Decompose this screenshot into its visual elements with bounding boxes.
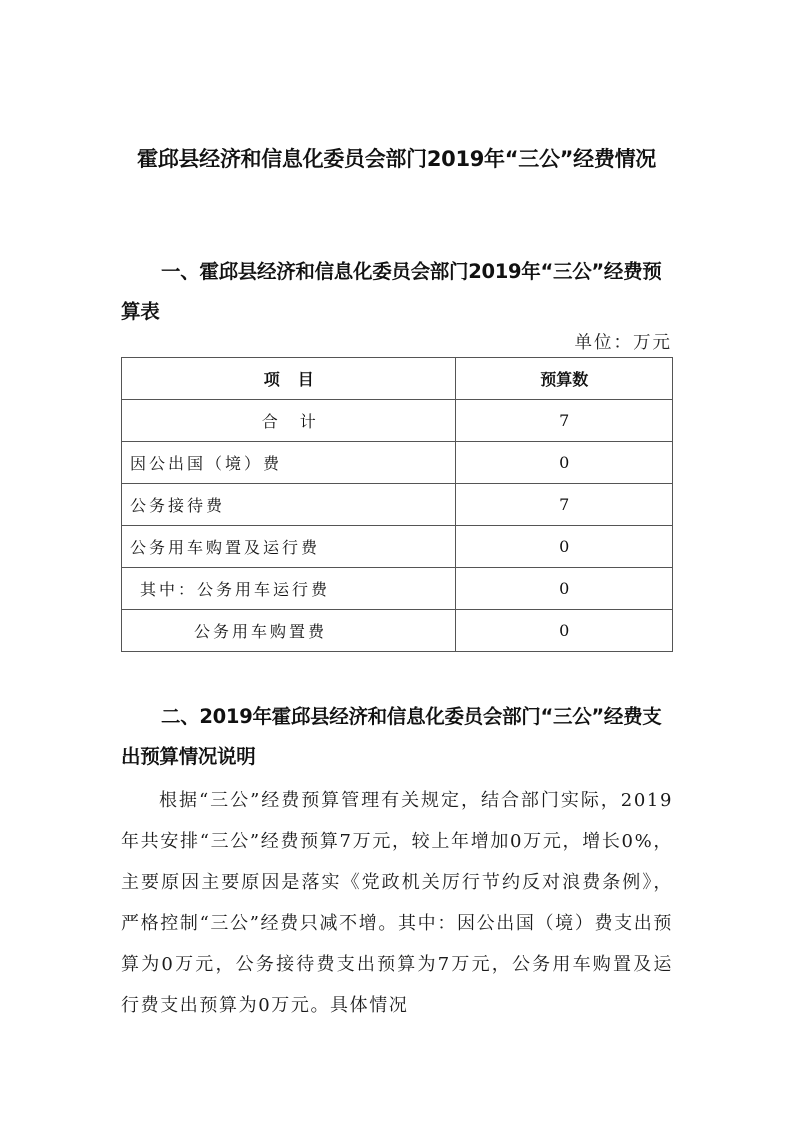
- row-item-vehicle-operation: 其中：公务用车运行费: [122, 568, 456, 610]
- table-row: [122, 526, 673, 568]
- header-budget: 预算数: [456, 358, 673, 400]
- table-row: [122, 400, 673, 442]
- row-value-overseas: 0: [456, 442, 673, 484]
- row-item-overseas: 因公出国（境）费: [122, 442, 456, 484]
- unit-label: 单位：万元: [574, 333, 672, 353]
- section-two-heading: 二、2019年霍邱县经济和信息化委员会部门“三公”经费支出预算情况说明: [121, 705, 662, 768]
- table-header-row: [122, 358, 673, 400]
- table-row: [122, 442, 673, 484]
- row-value-vehicle-operation: 0: [456, 568, 673, 610]
- section-one-heading: 一、霍邱县经济和信息化委员会部门2019年“三公”经费预算表: [121, 260, 662, 323]
- table-row: [122, 610, 673, 652]
- row-item-vehicle-purchase: 公务用车购置费: [122, 610, 456, 652]
- table-row: [122, 484, 673, 526]
- row-value-vehicle-purchase: 0: [456, 610, 673, 652]
- row-item-vehicle: 公务用车购置及运行费: [122, 526, 456, 568]
- row-value-reception: 7: [456, 484, 673, 526]
- budget-table: [121, 357, 673, 652]
- body-paragraph: 根据“三公”经费预算管理有关规定，结合部门实际，2019年共安排“三公”经费预算7万元，较上年增加0万元，增长0%，主要原因主要原因是落实《党政机关厉行节约反对浪费条例》，严格控制“三公”经费只减不增。其中：因公出国（境）费支出预算为0万元，公务接待费支出预算为7万元，公务用车购置及运行费支出预算为0万元。具体情况: [121, 790, 673, 1016]
- row-item-total: 合计: [122, 400, 456, 442]
- row-value-vehicle: 0: [456, 526, 673, 568]
- table-row: [122, 568, 673, 610]
- header-item: 项目: [122, 358, 456, 400]
- row-item-reception: 公务接待费: [122, 484, 456, 526]
- row-value-total: 7: [456, 400, 673, 442]
- page-title: 霍邱县经济和信息化委员会部门2019年“三公”经费情况: [137, 147, 656, 171]
